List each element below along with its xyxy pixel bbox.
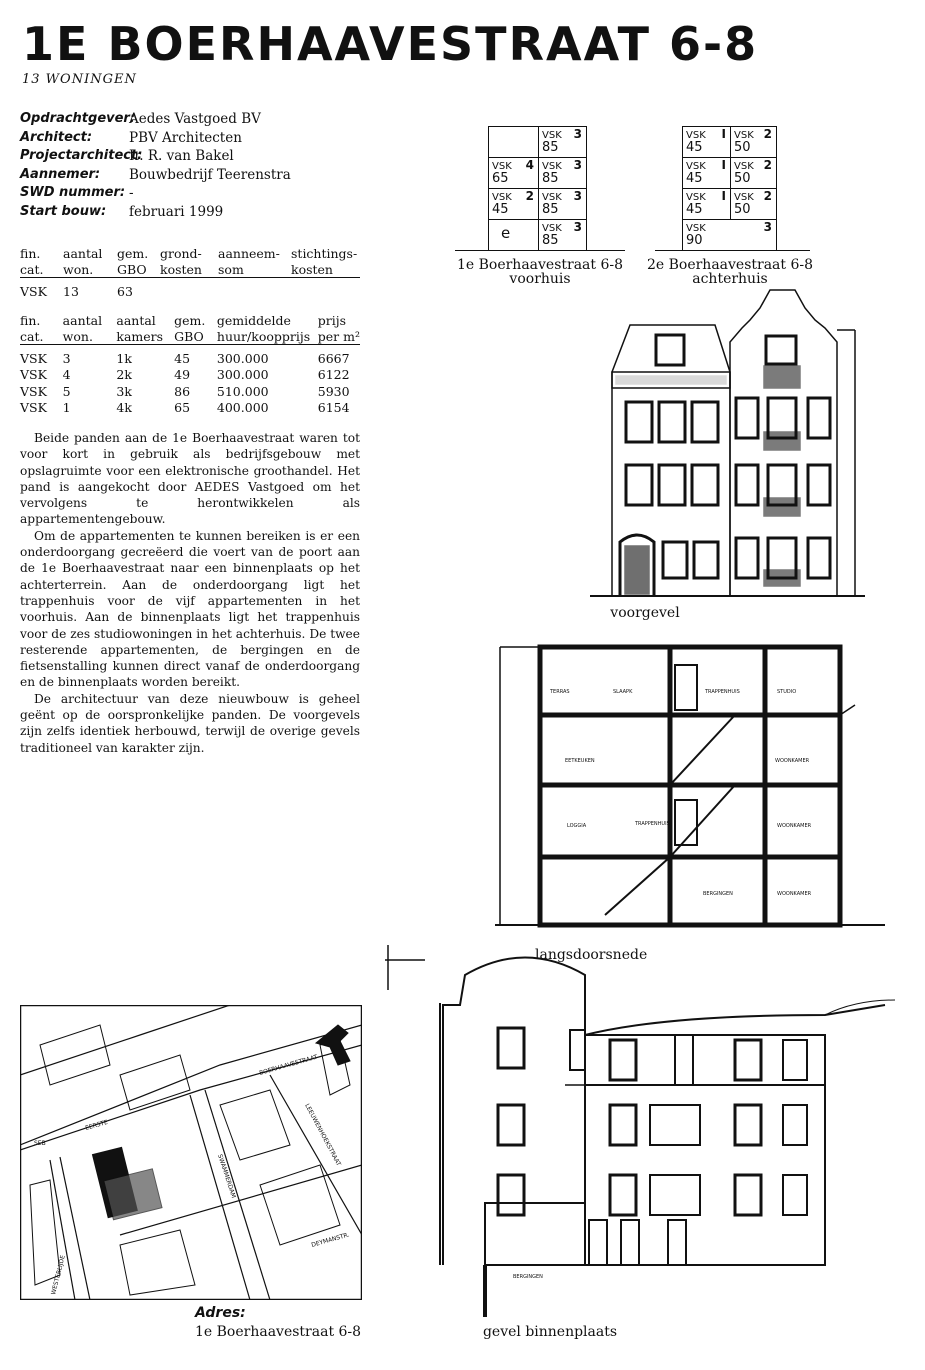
scheme-cell <box>538 188 587 220</box>
table-header-cell: stichtings- <box>291 245 358 261</box>
meta-row <box>20 203 291 222</box>
scheme-cell-category: VSK <box>734 130 754 141</box>
meta-value: PBV Architecten <box>129 129 242 146</box>
table-cell <box>160 278 218 299</box>
table-header-cell: won. <box>63 328 117 345</box>
table-cell: 4k <box>116 400 132 415</box>
table-header-cell: aantal <box>116 312 156 328</box>
scheme-cell-rooms: I <box>721 189 726 203</box>
meta-label: Opdrachtgever: <box>20 111 136 126</box>
scheme-cell <box>538 219 587 251</box>
table-cell: 45 <box>174 350 191 366</box>
table-row <box>20 278 360 299</box>
table-header-cell: cat. <box>20 261 63 278</box>
map-street-label: SEB <box>34 1140 46 1147</box>
address-label: Adres: <box>195 1305 246 1321</box>
scheme-cell-size: 85 <box>542 171 559 186</box>
table-cell: 1k <box>116 350 132 366</box>
scheme-cell-size: 85 <box>542 202 559 217</box>
meta-value: Bouwbedrijf Teerenstra <box>129 166 291 183</box>
section-room-label: BERGINGEN <box>703 891 733 897</box>
table-header-cell: gem. <box>174 312 206 328</box>
scheme-cell-rooms: 2 <box>763 189 772 203</box>
table-header-cell: cat. <box>20 328 63 345</box>
scheme-cell-category: VSK <box>686 223 706 234</box>
table-header-cell: aantal <box>62 312 103 328</box>
scheme-cell-rooms: 3 <box>573 127 582 141</box>
dwelling-table <box>20 311 360 415</box>
table-cell: 300.000 <box>216 350 269 366</box>
table-header-cell: gemiddelde <box>216 312 291 328</box>
scheme-cell <box>682 157 731 189</box>
meta-value: februari 1999 <box>129 203 224 220</box>
scheme-cell-size: 85 <box>542 140 559 155</box>
table-header-row <box>20 311 360 328</box>
meta-label: Start bouw: <box>20 203 107 219</box>
meta-row <box>20 147 291 166</box>
scheme-cell-size: 45 <box>686 202 703 217</box>
table-header-cell: kosten <box>160 261 218 278</box>
table-header-cell: GBO <box>174 328 217 345</box>
scheme-cell <box>682 219 777 251</box>
scheme-cell-size: 85 <box>542 233 559 248</box>
scheme-cell-rooms: 4 <box>525 158 534 172</box>
scheme-cell <box>730 157 777 189</box>
scheme-cell-size: 65 <box>492 171 509 186</box>
section-room-label: WOONKAMER <box>775 758 810 764</box>
table-cell: 510.000 <box>216 383 269 399</box>
table-cell: 4 <box>62 367 71 382</box>
scheme-cell-size: 90 <box>686 233 703 248</box>
section-room-label: TRAPPENHUIS <box>635 821 670 827</box>
caption-line: voorhuis <box>509 271 571 287</box>
meta-value: Aedes Vastgoed BV <box>129 111 261 127</box>
caption-line: achterhuis <box>692 271 768 287</box>
scheme-cell-category: VSK <box>686 161 706 172</box>
meta-label: Projectarchitect: <box>20 148 143 163</box>
table-header-cell: huur/koopprijs <box>217 328 318 345</box>
caption-line: 2e Boerhaavestraat 6-8 <box>646 257 814 273</box>
scheme-cell <box>730 188 777 220</box>
map-street-label: DEYMANSTR. <box>310 1231 351 1249</box>
scheme-cell-size: 50 <box>734 171 751 186</box>
table-cell: 6667 <box>317 350 350 366</box>
section-room-label: WOONKAMER <box>777 823 812 829</box>
project-metadata <box>20 110 291 221</box>
table-header-row <box>20 261 360 278</box>
table-cell: 49 <box>174 367 191 382</box>
map-street-label: LEEUWENHOEKSTRAAT <box>303 1102 343 1168</box>
table-header-cell: per m² <box>317 329 360 344</box>
table-cell: 63 <box>117 283 133 299</box>
paragraph: De architectuur van deze nieuwbouw is geheel geënt op de oorspronkelijke panden. De voorgevels zijn zelfs identiek herbouwd, terwijl de overige gevels traditioneel van karakter zijn. <box>20 691 360 755</box>
scheme-cell <box>488 157 539 189</box>
caption-line: 1e Boerhaavestraat 6-8 <box>456 257 624 273</box>
scheme-cell-category: VSK <box>734 192 754 203</box>
binnenplaats-room-label: BERGINGEN <box>513 1274 543 1280</box>
section-room-label: EETKEUKEN <box>565 758 595 764</box>
cost-table <box>20 244 360 299</box>
table-cell: 65 <box>174 400 191 415</box>
meta-label: SWD nummer: <box>20 185 126 200</box>
scheme-cell-category: VSK <box>542 192 562 203</box>
meta-label: Aannemer: <box>20 166 101 182</box>
paragraph: Om de appartementen te kunnen bereiken is er een onderdoorgang gecreëerd die voert van de poort aan de 1e Boerhaavestraat naar een binnenplaats op het achterterrein. Aan de onderdoorgang ligt het trappenhuis voor de vijf appartementen in het voorhuis. Aan de binnenplaats ligt het trappenhuis voor de zes studiowoningen in het achterhuis. De twee resterende appartementen, de bergingen en de fietsenstalling kunnen direct vanaf de onderdoorgang en de binnenplaats worden bereikt. <box>20 528 360 690</box>
scheme-cell-rooms: 2 <box>763 127 772 141</box>
meta-label: Architect: <box>20 129 93 145</box>
address-value: 1e Boerhaavestraat 6-8 <box>195 1324 362 1340</box>
scheme-cell <box>488 188 539 220</box>
table-header-cell: som <box>218 261 291 278</box>
scheme-cell-rooms: I <box>721 127 726 141</box>
scheme-cell-entrance <box>488 219 539 251</box>
table-header-cell: fin. <box>20 312 41 328</box>
meta-value: Ir. R. van Bakel <box>129 148 234 164</box>
scheme-cell-rooms: 3 <box>763 220 772 234</box>
map-street-label: BOERHAAVESTRAAT <box>258 1053 319 1077</box>
scheme-cell-size: 45 <box>686 171 703 186</box>
section-room-label: LOGGIA <box>567 823 587 829</box>
scheme-cell-rooms: I <box>721 158 726 172</box>
meta-row <box>20 166 291 185</box>
section-room-label: STUDIO <box>777 689 797 695</box>
scheme-cell-category: VSK <box>542 223 562 234</box>
scheme-cell-size: e <box>501 224 511 242</box>
scheme-achterhuis <box>655 126 810 256</box>
meta-row <box>20 110 291 129</box>
gevel-binnenplaats-caption: gevel binnenplaats <box>482 1324 618 1340</box>
table-header-cell: aanneem- <box>218 245 280 261</box>
table-cell: 400.000 <box>216 400 269 415</box>
scheme-cell-rooms: 2 <box>763 158 772 172</box>
scheme-cell-size: 50 <box>734 202 751 217</box>
section-room-label: TRAPPENHUIS <box>705 689 740 695</box>
table-cell <box>218 278 291 299</box>
meta-value: - <box>129 185 134 201</box>
scheme-cell-size: 45 <box>686 140 703 155</box>
meta-row <box>20 129 291 148</box>
table-header-cell: kosten <box>291 261 360 278</box>
table-row <box>20 399 360 416</box>
table-header-row <box>20 244 360 261</box>
scheme-cell <box>682 126 731 158</box>
scheme-cell-rooms: 3 <box>573 158 582 172</box>
table-header-cell: GBO <box>117 261 160 278</box>
scheme-cell <box>538 157 587 189</box>
table-cell: 3k <box>116 383 132 399</box>
table-header-row <box>20 328 360 345</box>
scheme-cell <box>538 126 587 158</box>
scheme-cell <box>730 126 777 158</box>
scheme-cell-size: 50 <box>734 140 751 155</box>
table-cell <box>291 278 360 299</box>
scheme-cell-size: 45 <box>492 202 509 217</box>
scheme-cell-rooms: 3 <box>573 220 582 234</box>
location-map <box>20 1005 362 1300</box>
voorgevel-drawing <box>590 280 865 600</box>
table-cell: 2k <box>116 367 132 382</box>
table-cell: 5 <box>62 383 71 399</box>
table-cell: 300.000 <box>216 367 269 382</box>
table-header-cell: gem. <box>117 245 149 261</box>
table-cell: 6154 <box>317 400 350 415</box>
table-row <box>20 382 360 399</box>
voorgevel-caption: voorgevel <box>610 605 680 621</box>
table-header-cell: grond- <box>160 245 202 261</box>
scheme-voorhuis <box>455 126 625 256</box>
map-street-label: EERSTE <box>84 1118 109 1132</box>
table-cell: 1 <box>62 400 71 415</box>
meta-row <box>20 184 291 203</box>
table-header-cell: kamers <box>116 328 174 345</box>
scheme-cell <box>682 188 731 220</box>
table-row <box>20 345 360 366</box>
scheme-cell-rooms: 2 <box>525 189 534 203</box>
section-room-label: WOONKAMER <box>777 891 812 897</box>
scheme-cell-category: VSK <box>542 130 562 141</box>
gevel-binnenplaats-drawing <box>385 945 905 1320</box>
table-cell: VSK <box>20 350 47 366</box>
table-cell: 3 <box>62 350 71 366</box>
scheme-cell-empty <box>488 126 539 158</box>
section-room-label: TERRAS <box>550 689 570 695</box>
table-cell: VSK <box>20 400 47 415</box>
map-street-label: WESTERLIJDE <box>50 1254 67 1296</box>
table-cell: 6122 <box>317 367 350 382</box>
table-cell: 86 <box>174 383 191 399</box>
page-title: 1E BOERHAAVESTRAAT 6-8 <box>22 17 759 71</box>
section-room-label: SLAAPK <box>613 689 633 695</box>
table-header-cell: prijs <box>317 312 347 328</box>
body-text <box>20 430 360 756</box>
table-cell: VSK <box>20 383 47 399</box>
table-header-cell: won. <box>63 261 117 278</box>
langsdoorsnede-drawing <box>495 635 885 945</box>
scheme-cell-category: VSK <box>542 161 562 172</box>
table-header-cell: aantal <box>63 245 103 261</box>
langsdoorsnede-caption: langsdoorsnede <box>535 947 648 963</box>
map-street-label: SWAMMERDAM <box>216 1153 237 1200</box>
table-cell: 13 <box>63 283 79 299</box>
scheme-cell-category: VSK <box>686 192 706 203</box>
paragraph: Beide panden aan de 1e Boerhaavestraat waren tot voor kort in gebruik als bedrijfsgebouw met opslagruimte voor een elektronische groothandel. Het pand is aangekocht door AEDES Vastgoed om het vervolgens te herontwikkelen als appartementengebouw. <box>20 431 360 527</box>
scheme-cell-category: VSK <box>686 130 706 141</box>
table-row <box>20 366 360 383</box>
page-subtitle: 13 WONINGEN <box>22 72 137 87</box>
table-cell: VSK <box>20 283 47 299</box>
table-header-cell: fin. <box>20 245 41 261</box>
scheme-cell-category: VSK <box>734 161 754 172</box>
table-cell: 5930 <box>317 383 350 399</box>
scheme-cell-category: VSK <box>492 192 512 203</box>
table-cell: VSK <box>20 367 47 382</box>
scheme-cell-rooms: 3 <box>573 189 582 203</box>
scheme-cell-category: VSK <box>492 161 512 172</box>
